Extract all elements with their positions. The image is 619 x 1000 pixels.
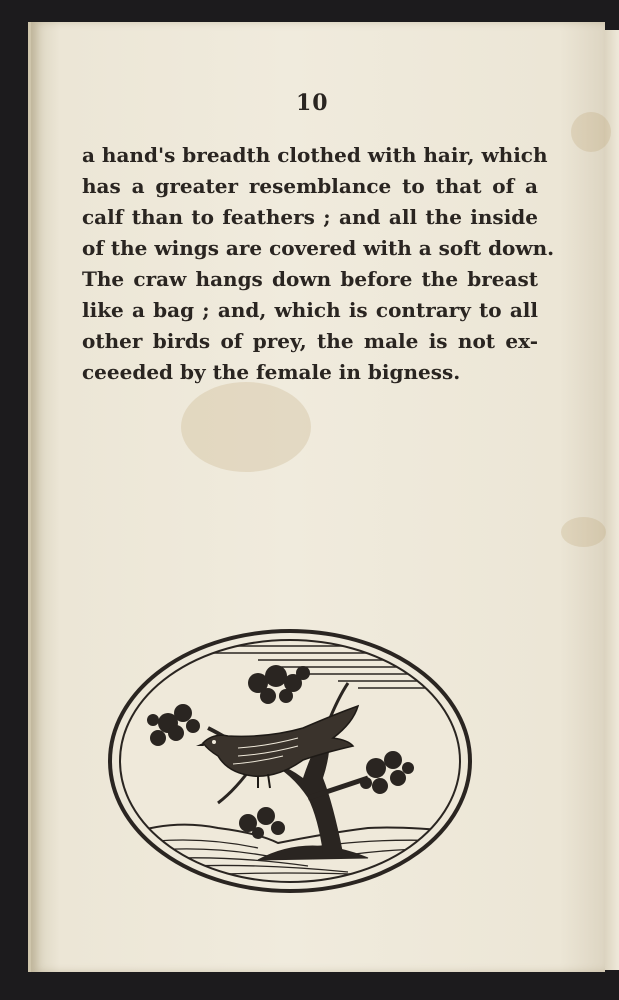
text-line: ceeeded by the female in bigness. [82,360,461,384]
text-line: other birds of prey, the male is not ex- [82,329,538,353]
text-line: has a greater resemblance to that of a [82,174,538,198]
text-line: The craw hangs down before the breast [82,267,538,291]
text-line: calf than to feathers ; and all the inside [82,205,538,229]
text-line: a hand's breadth clothed with hair, which [82,143,548,167]
text-line: like a bag ; and, which is contrary to all [82,298,538,322]
bird-on-branch-engraving-icon [108,628,473,894]
page-number: 10 [296,90,329,116]
body-text [82,140,555,388]
text-line: of the wings are covered with a soft down. [82,236,555,260]
